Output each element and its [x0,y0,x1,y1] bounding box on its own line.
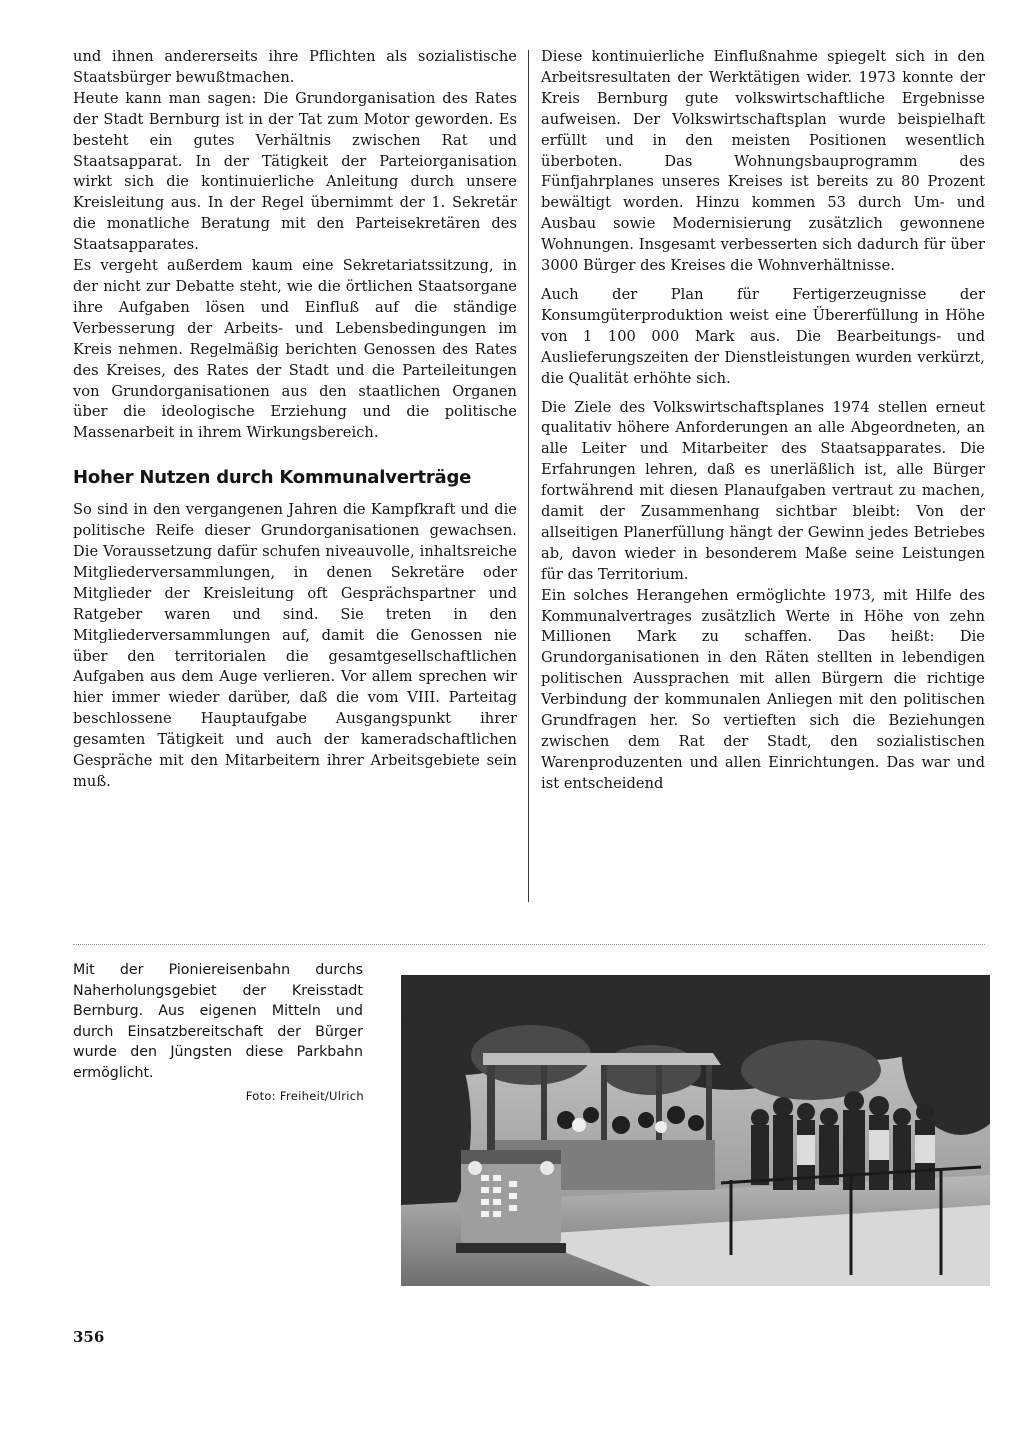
right-paragraph-3: Die Ziele des Volkswirtschaftsplanes 1974 stellen erneut qualitativ höhere Anforderungen an alle Abgeordneten, an alle Leiter und Mitarbeiter des Staatsapparates. Die Erfahrungen lehren, daß es unerläßlich ist, alle Bürger fortwährend mit diesen Planaufgaben vertraut zu machen, damit der Zusammenhang sichtbar bleibt: Von der allseitigen Planerfüllung hängt der Gewinn jedes Betriebes ab, davon wieder in besonderem Maße seine Leistungen für das Territorium. [541,398,985,583]
page-number: 356 [73,1328,105,1346]
left-paragraph-4: So sind in den vergangenen Jahren die Kampfkraft und die politische Reife dieser Grundorganisationen gewachsen. Die Voraussetzung dafür schufen niveauvolle, inhaltsreiche Mitgliederversammlungen, in denen Sekretäre oder Mitglieder der Kreisleitung oft Gesprächspartner und Ratgeber waren und sind. Sie treten in den Mitgliederversammlungen auf, damit die Genossen nie über den territorialen die gesamtgesellschaftlichen Aufgaben aus dem Auge verlieren. Vor allem sprechen wir hier immer wieder darüber, daß die vom VIII. Parteitag beschlossene Hauptaufgabe Ausgangspunkt ihrer gesamten Tätigkeit und auch der kameradschaftlichen Gespräche mit den Mitarbeitern ihrer Arbeitsgebiete sein muß. [73,501,517,790]
right-paragraph-2: Auch der Plan für Fertigerzeugnisse der Konsumgüterproduktion weist eine Übererfüllung in Höhe von 1 100 000 Mark aus. Die Bearbeitungs- und Auslieferungszeiten der Dienstleistungen wurden verkürzt, die Qualität erhöhte sich. [541,285,985,387]
section-heading: Hoher Nutzen durch Kommunalverträge [73,467,472,489]
dotted-separator [73,944,985,945]
photo-caption: Mit der Pioniereisenbahn durchs Naherholungsgebiet der Kreisstadt Bernburg. Aus eigenen Mitteln und durch Einsatzbereitschaft der Bürger wurde den Jüngsten diese Parkbahn ermöglicht. [73,962,363,1081]
right-paragraph-1: Diese kontinuierliche Einflußnahme spiegelt sich in den Arbeitsresultaten der Werktätigen wider. 1973 konnte der Kreis Bernburg gute volkswirtschaftliche Ergebnisse aufweisen. Der Volkswirtschaftsplan wurde beispielhaft erfüllt und in den meisten Positionen wesentlich überboten. Das Wohnungsbauprogramm des Fünfjahrplanes unseres Kreises ist bereits zu 80 Prozent bewältigt worden. Hinzu kommen 53 durch Um- und Ausbau sowie Modernisierung zusätzlich gewonnene Wohnungen. Insgesamt verbesserten sich dadurch für über 3000 Bürger des Kreises die Wohnverhältnisse. [541,48,985,275]
left-paragraph-2: Heute kann man sagen: Die Grundorganisation des Rates der Stadt Bernburg ist in der Tat zum Motor geworden. Es besteht ein gutes Verhältnis zwischen Rat und Staatsapparat. In der Tätigkeit der Parteiorganisation wirkt sich die kontinuierliche Anleitung durch unsere Kreisleitung aus. In der Regel übernimmt der 1. Sekretär die monatliche Beratung mit den Parteisekretären des Staatsapparates. [73,89,517,254]
left-paragraph-3: Es vergeht außerdem kaum eine Sekretariatssitzung, in der nicht zur Debatte steht, wie die örtlichen Staatsorgane ihre Aufgaben lösen und Einfluß auf die ständige Verbesserung der Arbeits- und Lebensbedingungen im Kreis nehmen. Regelmäßig berichten Genossen des Rates des Kreises, des Rates der Stadt und die Parteileitungen von Grundorganisationen aus den staatlichen Organen über die ideologische Erziehung und die politische Massenarbeit in ihrem Wirkungsbereich. [73,257,517,442]
left-column [73,47,517,793]
right-column [541,47,985,795]
photo-credit: Foto: Freiheit/Ulrich [245,1089,364,1103]
right-paragraph-4: Ein solches Herangehen ermöglichte 1973, mit Hilfe des Kommunalvertrages zusätzlich Werte in Höhe von zehn Millionen Mark zu schaffen. Das heißt: Die Grundorganisationen in den Räten stellten in lebendigen politischen Aussprachen mit allen Bürgern die richtige Verbindung der kommunalen Anliegen mit den politischen Grundfragen her. So vertieften sich die Beziehungen zwischen dem Rat der Stadt, den sozialistischen Warenproduzenten und allen Einrichtungen. Das war und ist entscheidend [541,586,985,792]
park-railway-photo [401,975,990,1286]
left-paragraph-1: und ihnen andererseits ihre Pflichten als sozialistische Staatsbürger bewußtmachen. [73,48,517,86]
column-divider [528,50,529,902]
